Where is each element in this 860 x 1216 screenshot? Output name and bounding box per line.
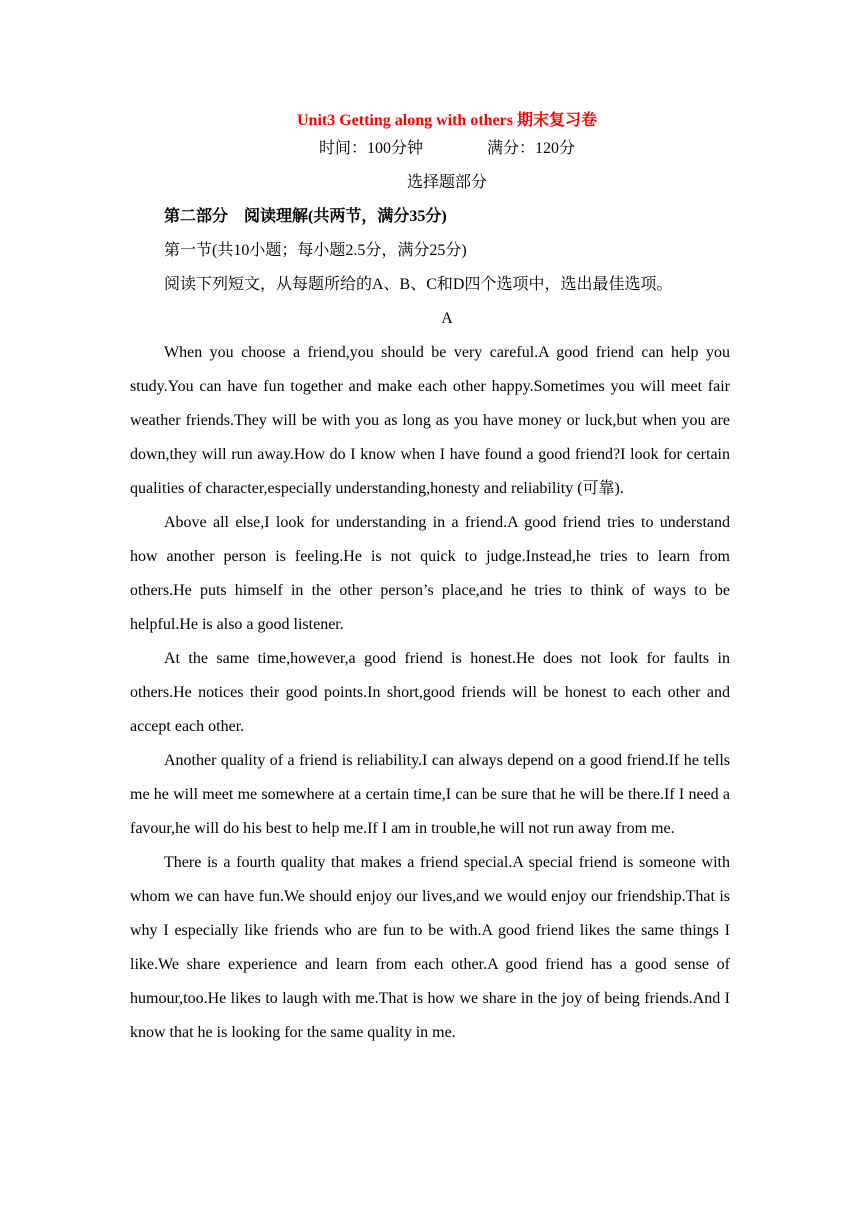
document-title: Unit3 Getting along with others 期末复习卷	[296, 112, 597, 129]
paragraph: At the same time,however,a good friend is honest.He does not look for faults in others.He notices their good points.In short,good friends will be honest to each other and accept each other.	[130, 650, 730, 735]
exam-meta	[164, 136, 730, 162]
paragraph: Above all else,I look for understanding in a friend.A good friend tries to understand how another person is feeling.He is not quick to judge.Instead,he tries to learn from others.He puts himself in the other person’s place,and he tries to think of ways to be helpful.He is also a good listener.	[130, 514, 730, 633]
time-limit: 时间：100分钟	[318, 140, 423, 157]
full-score: 满分：120分	[487, 140, 576, 157]
section-heading: 第一节(共10小题；每小题2.5分，满分25分)	[164, 242, 467, 259]
passage-body	[130, 336, 730, 1050]
exam-page	[130, 108, 730, 1050]
section-type: 选择题部分	[406, 174, 487, 191]
paragraph: When you choose a friend,you should be very careful.A good friend can help you study.You can have fun together and make each other happy.Sometimes you will meet fair weather friends.They will be with you as long as you have money or luck,but when you are down,they will run away.How do I know when I have found a good friend?I look for certain qualities of character,especially understanding,honesty and reliability (可靠).	[130, 344, 730, 497]
part-heading: 第二部分 阅读理解(共两节，满分35分)	[164, 208, 447, 225]
instructions: 阅读下列短文，从每题所给的A、B、C和D四个选项中，选出最佳选项。	[164, 276, 673, 293]
paragraph: Another quality of a friend is reliability.I can always depend on a good friend.If he tells me he will meet me somewhere at a certain time,I can be sure that he will be there.If I need a favour,he will do his best to help me.If I am in trouble,he will not run away from me.	[130, 752, 730, 837]
paragraph: There is a fourth quality that makes a friend special.A special friend is someone with whom we can have fun.We should enjoy our lives,and we would enjoy our friendship.That is why I especially like friends who are fun to be with.A good friend likes the same things I like.We share experience and learn from each other.A good friend has a good sense of humour,too.He likes to laugh with me.That is how we share in the joy of being friends.And I know that he is looking for the same quality in me.	[130, 854, 730, 1041]
passage-label: A	[441, 310, 453, 327]
